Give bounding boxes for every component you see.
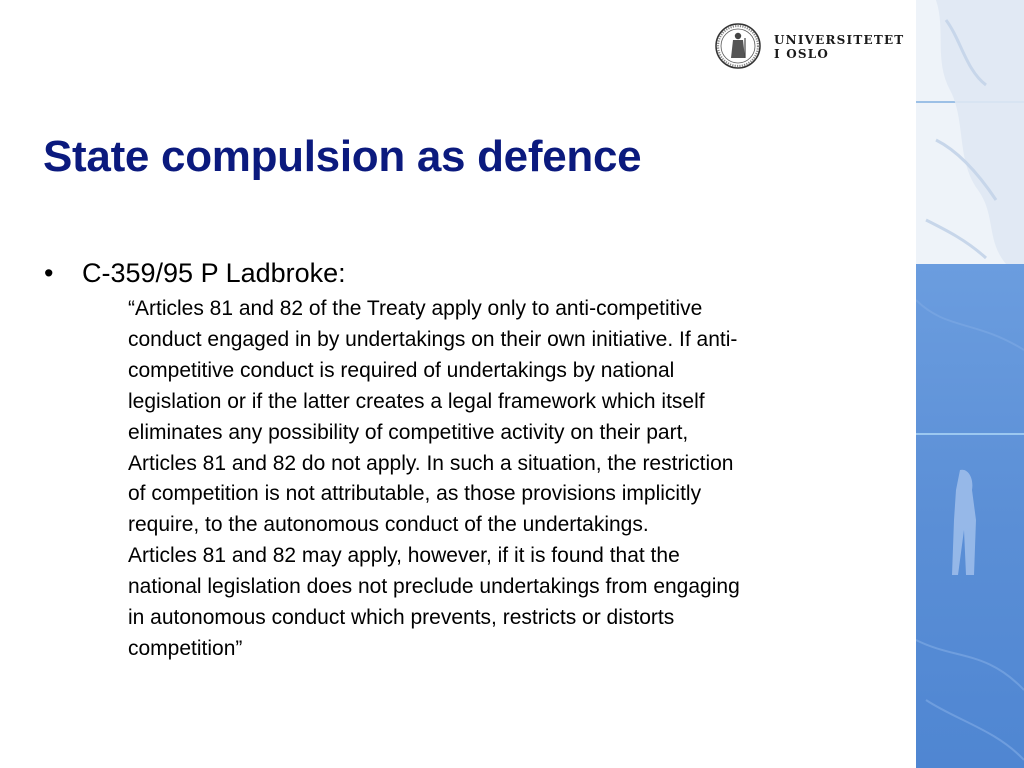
bullet-text: C-359/95 P Ladbroke: [82, 258, 346, 288]
quote-line: national legislation does not preclude undertakings from engaging [128, 575, 740, 599]
university-seal-icon [714, 22, 762, 70]
side-decoration-panel [916, 0, 1024, 768]
quote-line: of competition is not attributable, as those provisions implicitly [128, 482, 702, 506]
quote-line: in autonomous conduct which prevents, restricts or distorts [128, 606, 675, 630]
bullet-symbol: • [44, 258, 54, 288]
quote-line: Articles 81 and 82 may apply, however, if it is found that the [128, 544, 680, 568]
quote-line: legislation or if the latter creates a legal framework which itself [128, 389, 705, 413]
quote-line: competition” [128, 636, 243, 660]
university-logo [714, 22, 904, 70]
quote-line: competitive conduct is required of undertakings by national [128, 358, 675, 382]
bullet-item [44, 258, 346, 289]
quote-line: conduct engaged in by undertakings on their own initiative. If anti- [128, 327, 738, 351]
slide-title: State compulsion as defence [43, 132, 642, 181]
side-decoration-art [916, 0, 1024, 768]
quote-line: “Articles 81 and 82 of the Treaty apply only to anti-competitive [128, 297, 703, 320]
quote-line: Articles 81 and 82 do not apply. In such a situation, the restriction [128, 451, 734, 475]
case-quote [128, 294, 898, 665]
logo-text-line-2: I OSLO [774, 47, 830, 61]
quote-line: require, to the autonomous conduct of the undertakings. [128, 513, 649, 537]
logo-text-line-1: UNIVERSITETET [774, 33, 905, 47]
quote-line: eliminates any possibility of competitive activity on their part, [128, 420, 689, 444]
